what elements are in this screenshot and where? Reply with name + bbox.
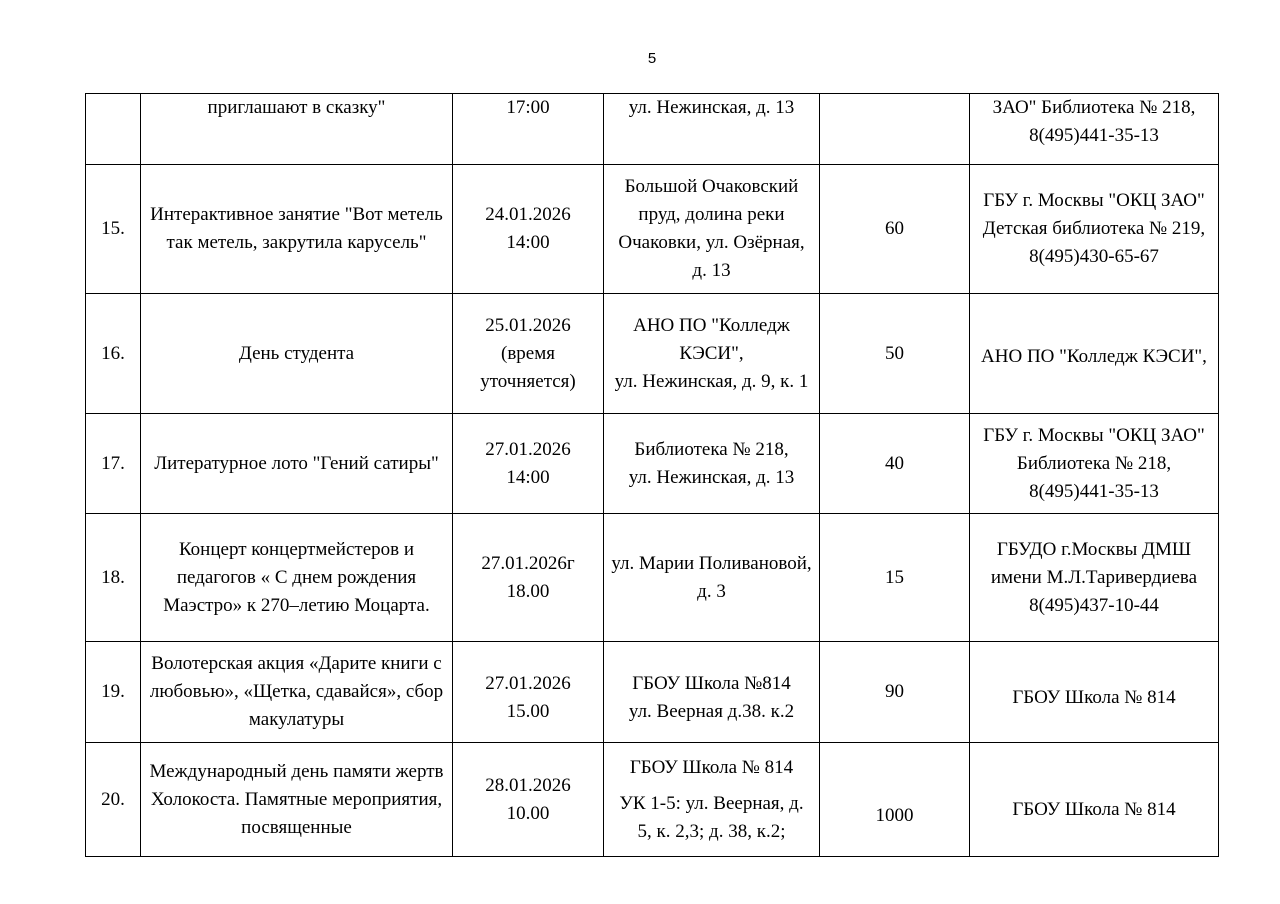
place-line: АНО ПО "Колледж КЭСИ",: [633, 314, 790, 364]
event-organizer: [970, 94, 1219, 165]
place-line: ул. Марии Поливановой, д. 3: [611, 552, 812, 602]
table-row: [86, 414, 1219, 514]
event-date: 24.01.2026: [485, 204, 571, 225]
organizer-phone: 8(495)441-35-13: [1029, 480, 1159, 502]
event-organizer: [970, 514, 1219, 642]
event-organizer: [970, 294, 1219, 414]
organizer-phone: 8(495)441-35-13: [1029, 125, 1159, 146]
event-date: 25.01.2026: [485, 314, 571, 336]
organizer-phone: 8(495)430-65-67: [1029, 246, 1159, 267]
participant-count: 15: [820, 514, 970, 642]
event-datetime: [453, 94, 604, 165]
event-datetime: [453, 165, 604, 294]
event-date: 27.01.2026: [485, 438, 571, 460]
event-place: [604, 514, 820, 642]
event-time: 18.00: [506, 580, 550, 602]
event-date: 27.01.2026г: [481, 552, 575, 574]
table-row: [86, 642, 1219, 743]
participant-count: [820, 94, 970, 165]
table-row: [86, 743, 1219, 857]
place-line: ул. Нежинская, д. 13: [628, 97, 795, 118]
event-title: Литературное лото "Гений сатиры": [141, 414, 453, 514]
table-row: [86, 294, 1219, 414]
event-datetime: [453, 294, 604, 414]
place-line: ул. Веерная д.38. к.2: [628, 701, 795, 722]
organizer-line: ЗАО" Библиотека № 218,: [992, 97, 1196, 118]
event-time: 10.00: [506, 802, 550, 824]
table-row: [86, 165, 1219, 294]
event-place: [604, 294, 820, 414]
row-number: [86, 94, 141, 165]
event-date: 27.01.2026: [485, 673, 571, 694]
event-organizer: [970, 165, 1219, 294]
event-time: 14:00: [506, 232, 550, 253]
organizer-line: ГБОУ Школа № 814: [1012, 798, 1176, 820]
row-number: 16.: [86, 294, 141, 414]
page-number: 5: [647, 50, 657, 67]
event-title: Международный день памяти жертв Холокоста. Памятные мероприятия, посвященные: [141, 743, 453, 857]
organizer-line: ГБУДО г.Москвы ДМШ имени М.Л.Таривердиева: [990, 538, 1198, 588]
event-title: Волотерская акция «Дарите книги с любовью», «Щетка, сдавайся», сбор макулатуры: [141, 642, 453, 743]
event-place: [604, 642, 820, 743]
row-number: 19.: [86, 642, 141, 743]
event-title: Концерт концертмейстеров и педагогов « С днем рождения Маэстро» к 270–летию Моцарта.: [141, 514, 453, 642]
organizer-line: ГБУ г. Москвы "ОКЦ ЗАО" Библиотека № 218,: [983, 424, 1205, 474]
event-place: [604, 165, 820, 294]
event-datetime: [453, 514, 604, 642]
table-row: [86, 514, 1219, 642]
events-table: [85, 93, 1219, 857]
event-time: 15.00: [506, 701, 550, 722]
spacer: [610, 782, 813, 790]
place-line: ГБОУ Школа №814: [632, 673, 791, 694]
place-line: ул. Нежинская, д. 9, к. 1: [614, 370, 809, 392]
event-organizer: [970, 743, 1219, 857]
row-number: 15.: [86, 165, 141, 294]
event-datetime: [453, 642, 604, 743]
row-number: 17.: [86, 414, 141, 514]
place-line: ул. Нежинская, д. 13: [628, 466, 795, 488]
table-row: [86, 94, 1219, 165]
place-line: Большой Очаковский пруд, долина реки Очаковки, ул. Озёрная, д. 13: [618, 176, 805, 281]
event-title: приглашают в сказку": [141, 94, 453, 165]
row-number: 18.: [86, 514, 141, 642]
event-place: [604, 414, 820, 514]
event-title: Интерактивное занятие "Вот метель так метель, закрутила карусель": [141, 165, 453, 294]
event-datetime: [453, 743, 604, 857]
place-line: ГБОУ Школа № 814: [629, 756, 794, 778]
event-place: [604, 743, 820, 857]
organizer-line: ГБУ г. Москвы "ОКЦ ЗАО" Детская библиотека № 219,: [982, 190, 1206, 239]
organizer-phone: 8(495)437-10-44: [1029, 594, 1159, 616]
organizer-line: АНО ПО "Колледж КЭСИ",: [981, 345, 1207, 367]
event-organizer: [970, 642, 1219, 743]
participant-count: 90: [820, 642, 970, 743]
row-number: 20.: [86, 743, 141, 857]
participant-count: 1000: [820, 743, 970, 857]
event-time: 14:00: [506, 466, 550, 488]
place-line: Библиотека № 218,: [634, 438, 789, 460]
event-datetime: [453, 414, 604, 514]
event-time: 17:00: [506, 97, 550, 118]
event-organizer: [970, 414, 1219, 514]
organizer-line: ГБОУ Школа № 814: [1012, 687, 1176, 708]
participant-count: 60: [820, 165, 970, 294]
place-line: УК 1-5: ул. Веерная, д. 5, к. 2,3; д. 38, к.2;: [619, 792, 804, 842]
participant-count: 50: [820, 294, 970, 414]
event-title: День студента: [141, 294, 453, 414]
participant-count: 40: [820, 414, 970, 514]
event-place: [604, 94, 820, 165]
event-date: 28.01.2026: [485, 774, 571, 796]
event-time: (время уточняется): [480, 342, 576, 392]
